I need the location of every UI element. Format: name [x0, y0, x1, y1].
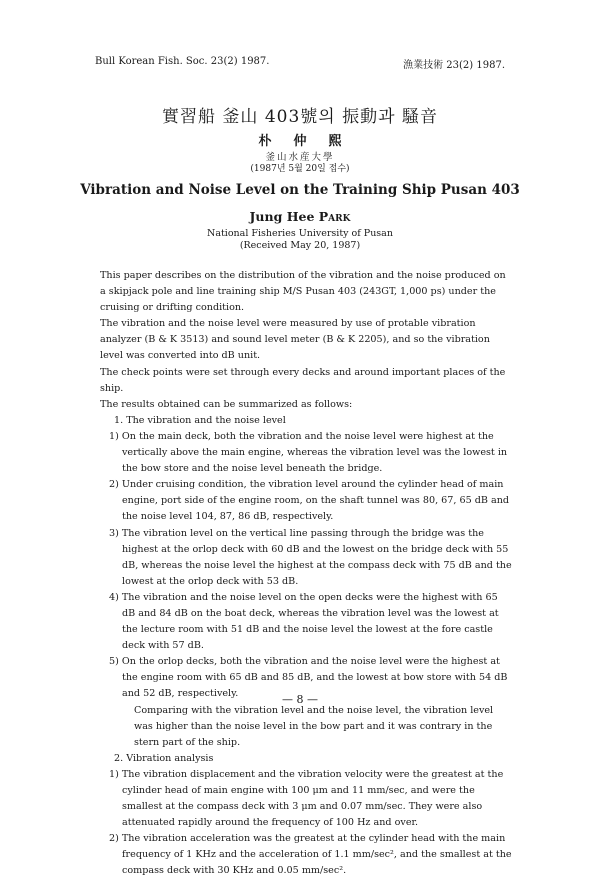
page-number: — 8 —	[282, 693, 318, 706]
abstract-paragraph: The vibration and the noise level were measured by use of protable vibration analyzer (B & K 3513) and sound level meter (B & K 2205), and so the vibration level was converted into dB unit.	[100, 318, 490, 362]
english-title: Vibration and Noise Level on the Training Ship Pusan 403	[80, 182, 520, 198]
abstract-body	[100, 268, 512, 880]
korean-title: 實習船 釜山 403號의 振動과 騷音	[162, 107, 438, 127]
journal-header-english: Bull Korean Fish. Soc. 23(2) 1987.	[95, 56, 270, 67]
result-item: 2) Under cruising condition, the vibration level around the cylinder head of main engine, port side of the engine room, on the shaft tunnel was 80, 67, 65 dB and the noise level 104, 87, 86 dB, respectively.	[109, 479, 510, 523]
result-item: 1) On the main deck, both the vibration and the noise level were highest at the vertically above the main engine, whereas the vibration level was the lowest in the bow store and the noise level beneath the bridge.	[109, 430, 508, 475]
korean-author: 朴仲熙	[258, 134, 364, 149]
result-summary: Comparing with the vibration level and the noise level, the vibration level was higher than the noise level in the bow part and it was contrary in the stern part of the ship.	[134, 704, 494, 748]
korean-affiliation: 釜山水産大學	[265, 152, 335, 163]
result-item: 5) On the orlop decks, both the vibration and the noise level were the highest at the engine room with 65 dB and 85 dB, and the lowest at bow store with 54 dB and 52 dB, respectively.	[109, 656, 508, 700]
author-last-name: Park	[318, 209, 351, 224]
result-item: 2) The vibration acceleration was the greatest at the cylinder head with the main frequency of 1 KHz and the acceleration of 1.1 mm/sec², and the smallest at the compass deck with 30 KHz and 0.05 mm/sec².	[109, 833, 512, 877]
english-received-date: (Received May 20, 1987)	[239, 240, 361, 251]
section-heading: 1. The vibration and the noise level	[114, 414, 286, 426]
result-item: 4) The vibration and the noise level on the open decks were the highest with 65 dB and 84 dB on the boat deck, whereas the vibration level was the lowest at the lecture room with 51 dB and the noise level the lowest at the fore castle deck with 57 dB.	[109, 591, 499, 652]
result-item: 1) The vibration displacement and the vibration velocity were the greatest at the cylinder head of main engine with 100 μm and 11 mm/sec, and were the smallest at the compass deck with 3 μm and 0.07 mm/sec. They were also attenuated rapidly around the frequency of 100 Hz and over.	[109, 768, 504, 829]
abstract-paragraph: The check points were set through every decks and around important places of the ship.	[100, 366, 506, 394]
abstract-paragraph: The results obtained can be summarized as follows:	[100, 398, 353, 410]
author-first-name: Jung Hee	[249, 209, 319, 224]
abstract-paragraph: This paper describes on the distribution of the vibration and the noise produced on a skipjack pole and line training ship M/S Pusan 403 (243GT, 1,000 ps) under the cruising or drifting condition.	[100, 270, 506, 314]
result-item: 3) The vibration level on the vertical line passing through the bridge was the highest at the orlop deck with 60 dB and the lowest on the bridge deck with 55 dB, whereas the noise level the highest at the compass deck with 75 dB and the lowest at the orlop deck with 53 dB.	[109, 527, 512, 587]
english-affiliation: National Fisheries University of Pusan	[207, 228, 393, 239]
journal-header-korean: 漁業技術 23(2) 1987.	[403, 60, 505, 71]
section-heading: 2. Vibration analysis	[114, 752, 214, 764]
english-author	[0, 209, 600, 224]
korean-received-date: (1987년 5월 20일 접수)	[250, 164, 350, 174]
